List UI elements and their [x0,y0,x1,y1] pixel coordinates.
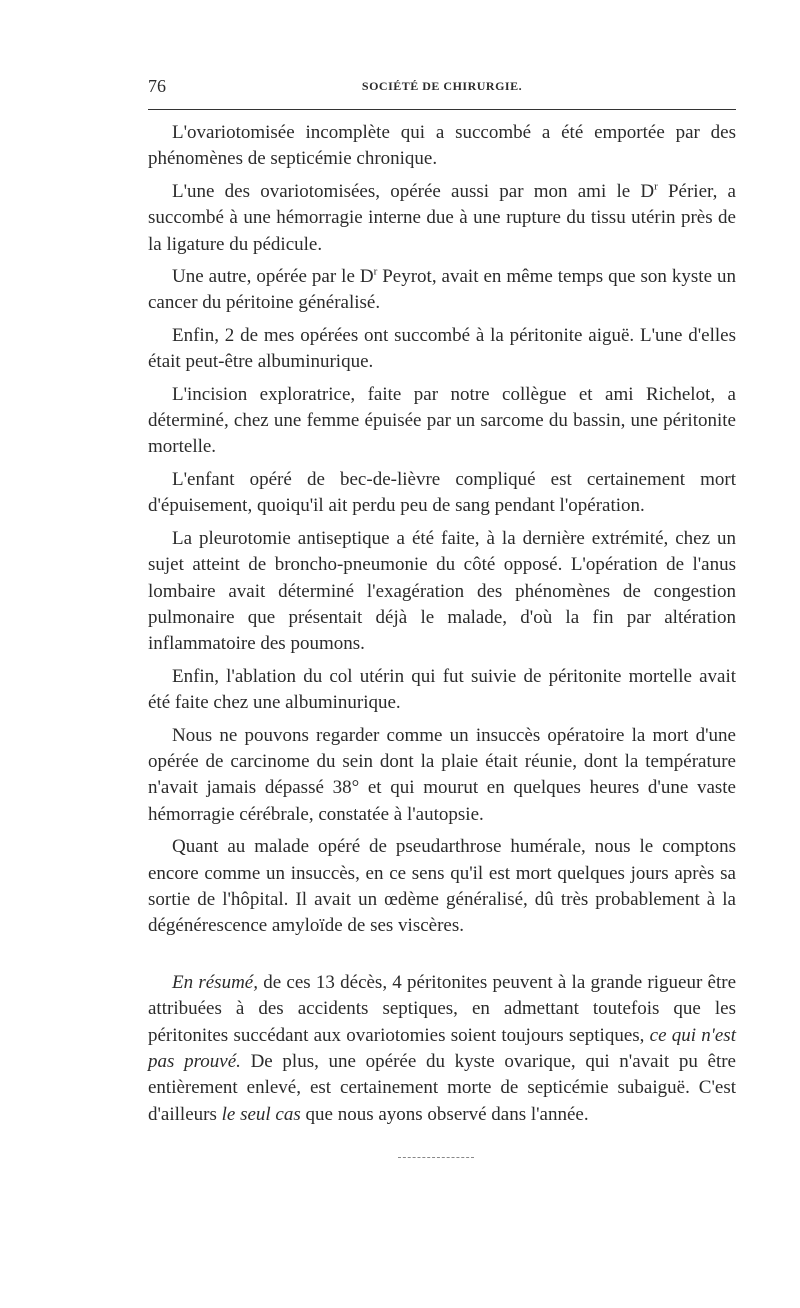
paragraph [148,382,736,461]
text-run: Quant au malade opéré de pseudarthrose humérale, nous le comptons encore comme un insuccès, en ce sens qu'il est mort quelques jours après sa sortie de l'hôpital. Il avait un œdème généralisé, dû très probablement à la dégénérescence amyloïde de ses viscères. [148,836,736,937]
page-number: 76 [148,76,166,96]
text-run: De plus, une opérée du kyste ovarique, qui n'avait pu être entièrement enlevé, est certainement morte de septicémie subaiguë. C'est d'ailleurs [148,1051,736,1125]
text-run: L'enfant opéré de bec-de-lièvre compliqué est certainement mort d'épuisement, quoiqu'il ait perdu peu de sang pendant l'opération. [148,468,736,517]
superscript: r [654,180,658,193]
italic-text: le seul cas [221,1103,301,1125]
superscript: r [373,265,378,278]
text-run: La pleurotomie antiseptique a été faite, à la dernière extrémité, chez un sujet atteint de broncho-pneumonie du côté opposé. L'opération de l'anus lombaire avait déterminé l'exagération des phénomènes de congestion pulmonaire que présentait déjà le malade, d'où la fin par altération inflammatoire des poumons. [148,527,736,655]
paragraph [148,723,736,829]
header-rule [148,109,736,110]
paragraph [148,970,736,1128]
text-run: Une autre, opérée par le D [172,266,374,288]
paragraph [148,467,736,520]
text-run: L'une des ovariotomisées, opérée aussi par mon ami le D [172,180,655,202]
paragraph [148,526,736,658]
text-run: que nous ayons observé dans l'année. [300,1103,589,1125]
text-run: Périer, a succombé à une hémorragie interne due à une rupture du tissu utérin près de la ligature du pédicule. [148,180,736,255]
italic-text: En résumé, [172,971,258,993]
text-run: Nous ne pouvons regarder comme un insuccès opératoire la mort d'une opérée de carcinome du sein dont la plaie était réunie, dont la température n'avait jamais dépassé 38° et qui mourut en quelques heures d'une vaste hémorragie cérébrale, constatée à l'autopsie. [148,724,736,825]
text-run: Enfin, l'ablation du col utérin qui fut suivie de péritonite mortelle avait été faite chez une albuminurique. [148,665,736,714]
paragraph [148,179,736,258]
paragraph [148,120,736,173]
paragraph [148,264,736,317]
paragraph [148,323,736,376]
page-header [148,76,736,100]
paragraph [148,664,736,717]
text-run: L'ovariotomisée incomplète qui a succombé a été emportée par des phénomènes de septicémie chronique. [148,122,736,170]
body-text [148,120,736,1128]
text-run: L'incision exploratrice, faite par notre collègue et ami Richelot, a déterminé, chez une femme épuisée par un sarcome du bassin, une péritonite mortelle. [148,383,736,458]
end-rule [398,1157,474,1158]
running-title: SOCIÉTÉ DE CHIRURGIE. [361,79,523,93]
text-run: de ces 13 décès, 4 péritonites peuvent à la grande rigueur être attribuées à des accidents septiques, en admettant toutefois que les péritonites succédant aux ovariotomies soient toujours septiques, [148,971,737,1046]
text-run: Enfin, 2 de mes opérées ont succombé à la péritonite aiguë. L'une d'elles était peut-être albuminurique. [148,324,736,373]
paragraph [148,834,736,940]
text-run: Peyrot, avait en même temps que son kyste un cancer du péritoine généralisé. [148,266,736,314]
italic-text: ce qui n'est pas prouvé. [148,1024,736,1072]
